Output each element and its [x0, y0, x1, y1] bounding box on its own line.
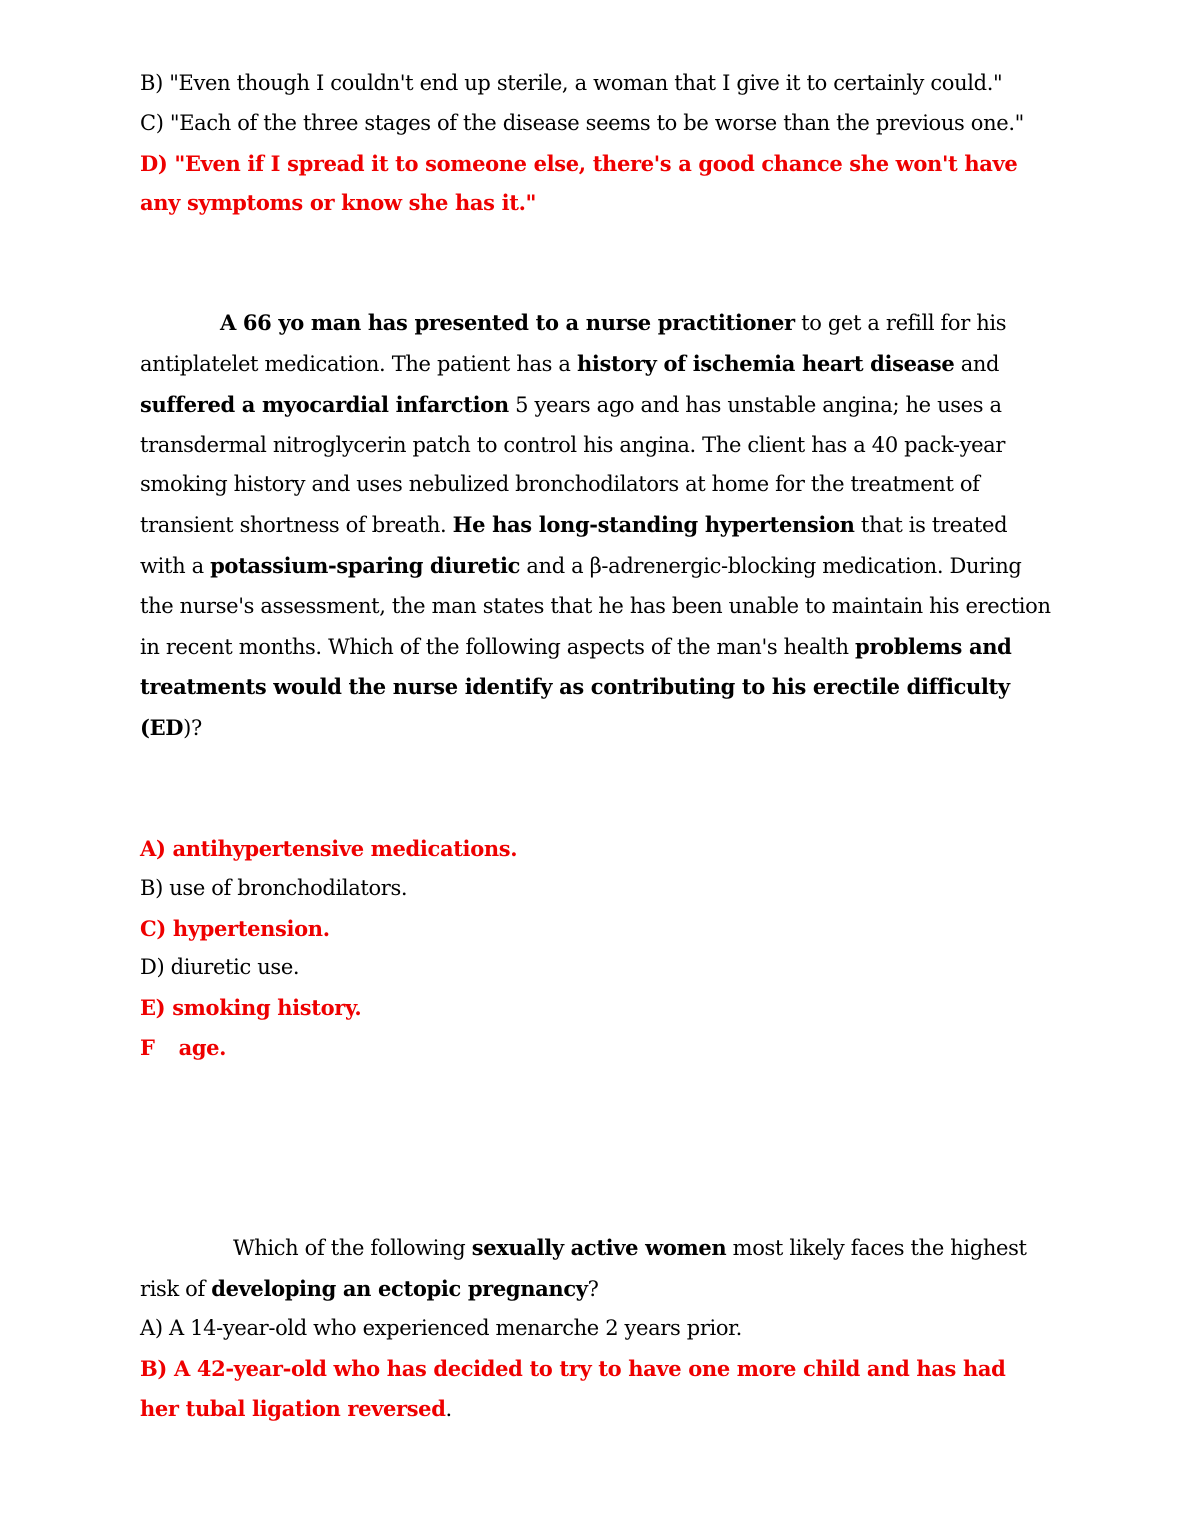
prev-option-d-line2: any symptoms or know she has it."	[140, 190, 537, 216]
ed-option-e-answer: E) smoking history.	[140, 995, 362, 1021]
ed-option-f-letter: F	[140, 1034, 155, 1060]
ed-question-line-7: with a potassium-sparing diuretic and a β-adrenergic-blocking medication. During	[140, 552, 1022, 578]
ed-question-line-3: suffered a myocardial infarction 5 years ago and has unstable angina; he uses a	[140, 391, 1002, 417]
ed-option-b: B) use of bronchodilators.	[140, 875, 408, 900]
ectopic-question-line-1: Which of the following sexually active women most likely faces the highest	[233, 1234, 1027, 1260]
ed-question-line-4: transdermal nitroglycerin patch to control his angina. The client has a 40 pack-year	[140, 432, 1006, 457]
ed-question-line-2: antiplatelet medication. The patient has a history of ischemia heart disease and	[140, 350, 1000, 376]
ectopic-question-line-2: risk of developing an ectopic pregnancy?	[140, 1275, 599, 1301]
ed-question-line-11: (ED)?	[140, 715, 202, 741]
ectopic-option-b-answer: B) A 42-year-old who has decided to try to have one more child and has had	[140, 1356, 1006, 1382]
ectopic-option-a: A) A 14-year-old who experienced menarche 2 years prior.	[140, 1316, 742, 1341]
ed-question-line-5: smoking history and uses nebulized bronchodilators at home for the treatment of	[140, 472, 980, 497]
ed-question-line-9: in recent months. Which of the following aspects of the man's health problems and	[140, 633, 1012, 659]
document-page	[140, 64, 1060, 1430]
prev-option-d-answer-cont	[140, 183, 1060, 223]
ed-question-line-10: treatments would the nurse identify as contributing to his erectile difficulty	[140, 674, 1010, 700]
ed-option-a-answer: A) antihypertensive medications.	[140, 835, 518, 861]
ed-option-c-answer: C) hypertension.	[140, 915, 330, 941]
ed-question-line-6: transient shortness of breath. He has long-standing hypertension that is treated	[140, 512, 1008, 538]
ed-option-d: D) diuretic use.	[140, 955, 300, 980]
prev-option-d-answer	[140, 144, 1060, 184]
ed-option-f-text: age.	[178, 1034, 227, 1060]
ed-question-line-1: A 66 yo man has presented to a nurse practitioner to get a refill for his	[220, 310, 1007, 336]
ed-option-f-answer	[140, 1028, 1060, 1068]
prev-option-d-line1: D) "Even if I spread it to someone else, there's a good chance she won't have	[140, 150, 1018, 176]
prev-option-c: C) "Each of the three stages of the disease seems to be worse than the previous one."	[140, 110, 1024, 135]
prev-option-b: B) "Even though I couldn't end up sterile, a woman that I give it to certainly could."	[140, 71, 1003, 95]
ed-question-line-8: the nurse's assessment, the man states that he has been unable to maintain his erection	[140, 593, 1051, 618]
ectopic-option-b-answer-cont: her tubal ligation reversed.	[140, 1395, 452, 1421]
